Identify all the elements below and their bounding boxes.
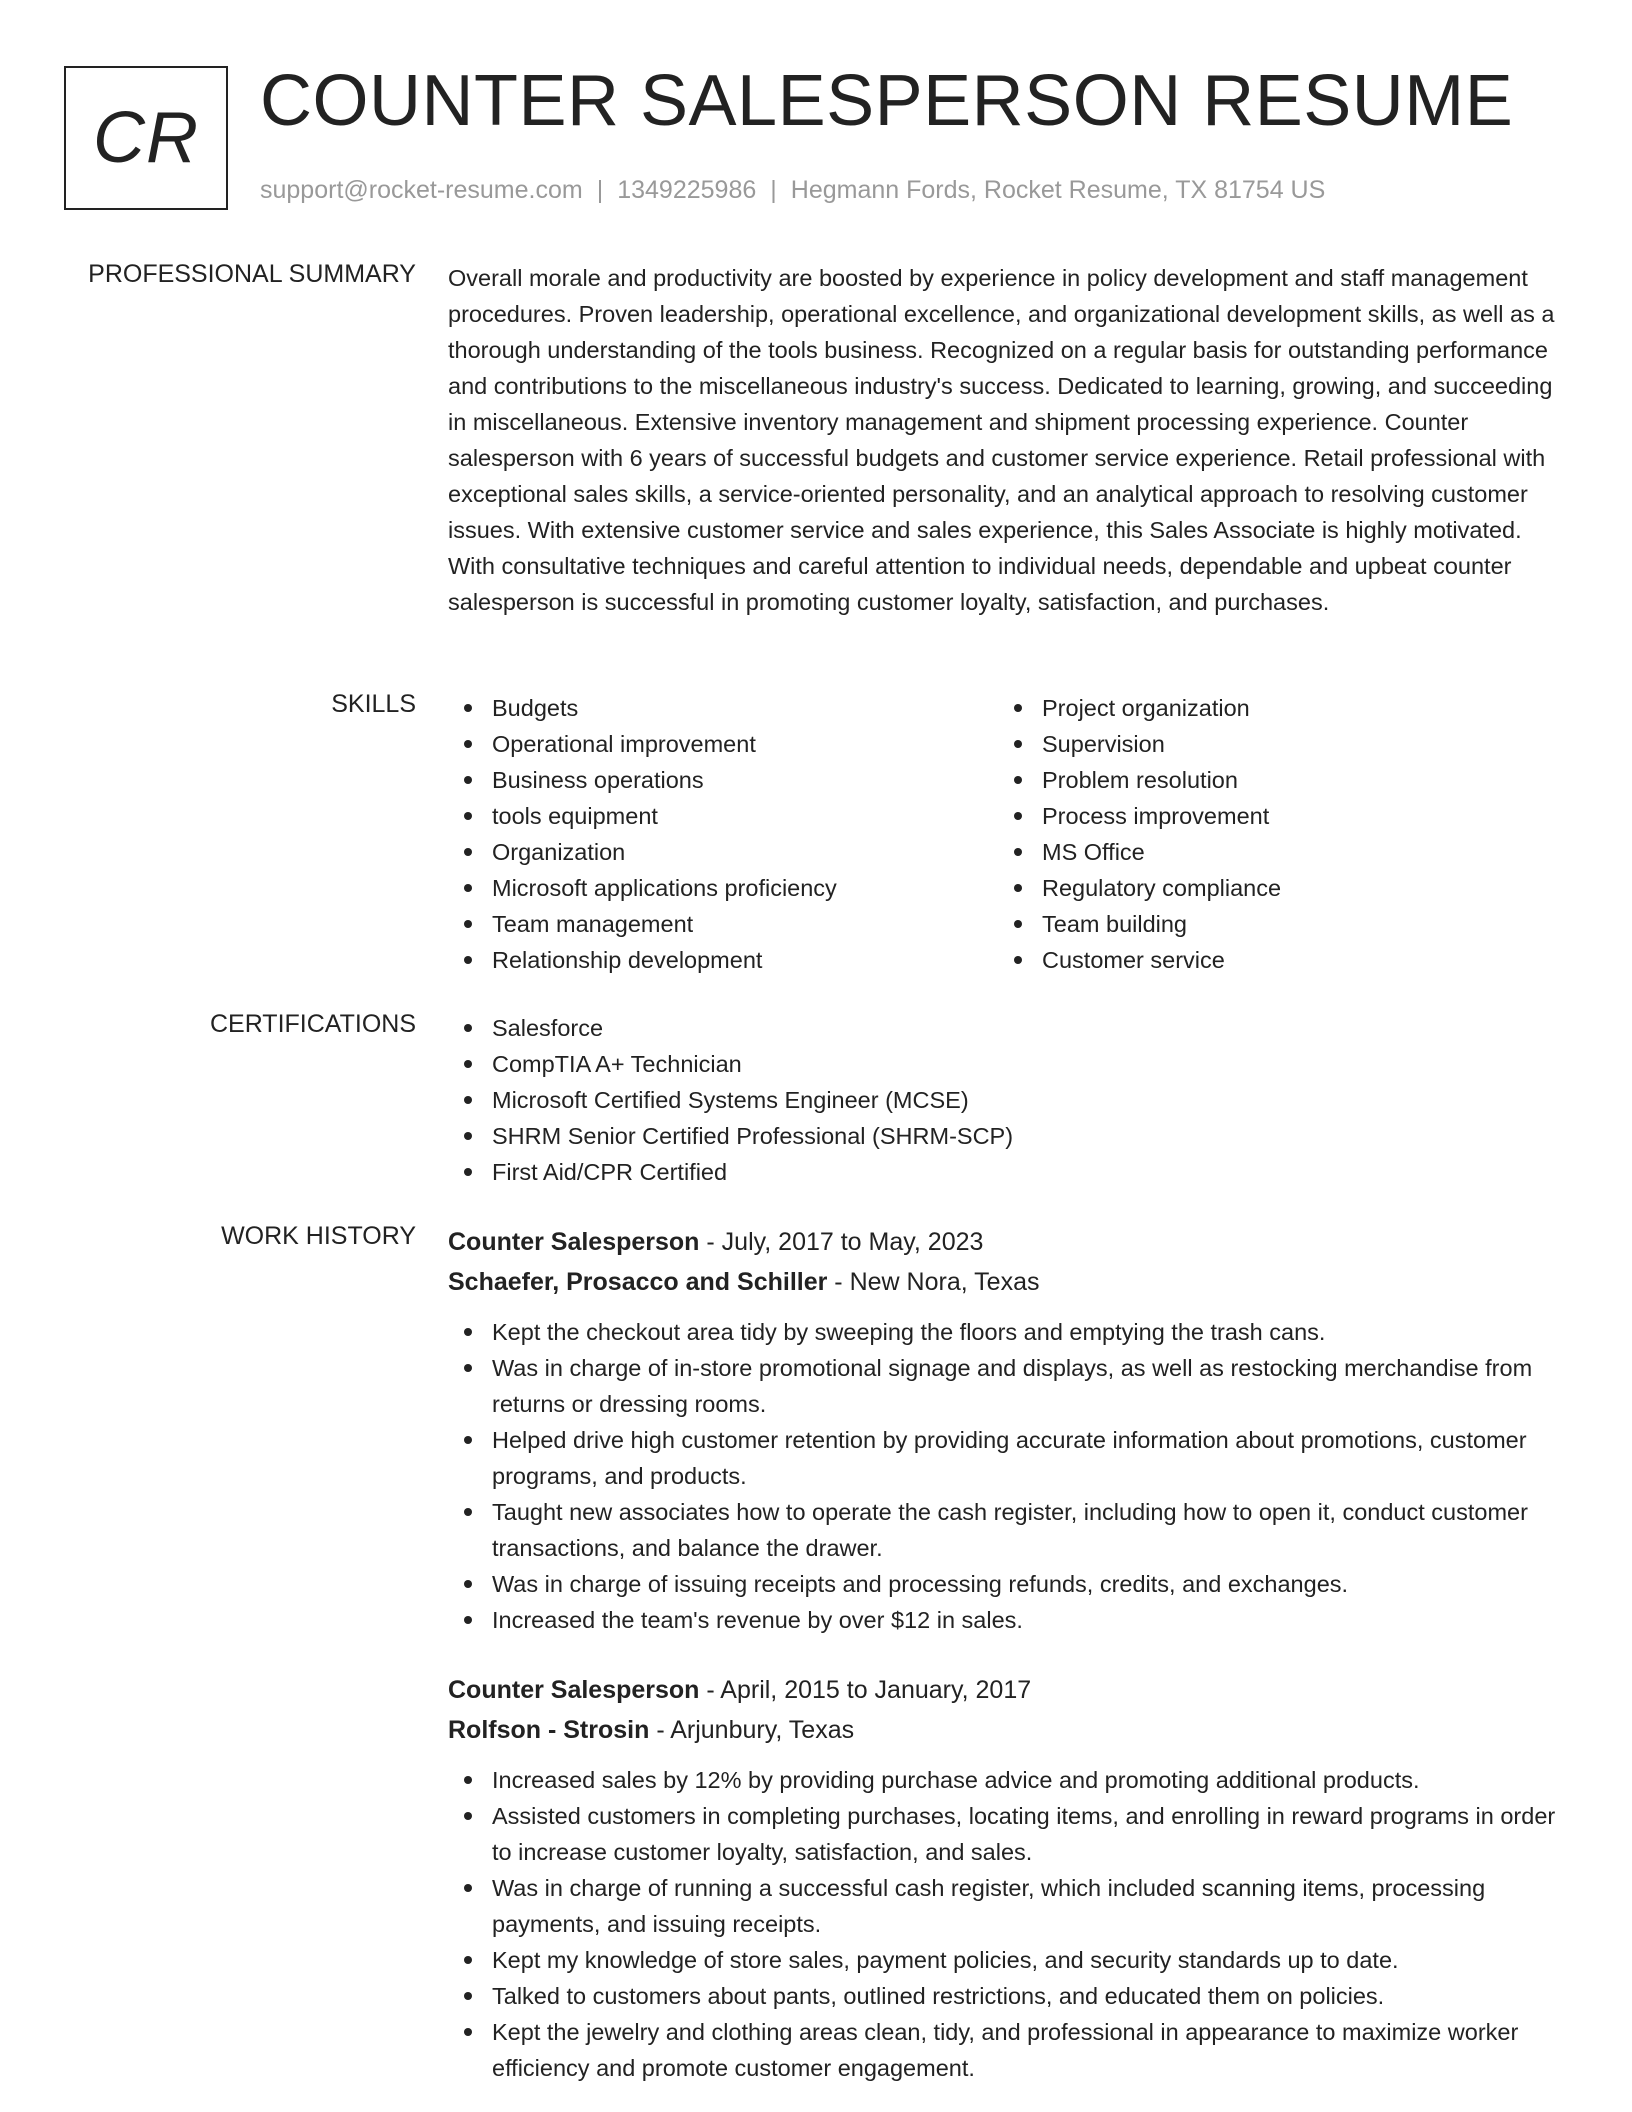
section-label-skills: SKILLS — [331, 690, 416, 718]
certification-item: Microsoft Certified Systems Engineer (MCSE) — [448, 1082, 1568, 1118]
skills-list-left — [448, 690, 998, 978]
job-bullet-item: Was in charge of running a successful cash register, which included scanning items, processing payments, and issuing receipts. — [448, 1870, 1568, 1942]
job-company: Rolfson - Strosin — [448, 1716, 650, 1744]
skill-item: Operational improvement — [448, 726, 998, 762]
job-bullet-item: Was in charge of issuing receipts and processing refunds, credits, and exchanges. — [448, 1566, 1568, 1602]
skill-item: Microsoft applications proficiency — [448, 870, 998, 906]
job-entry — [448, 1670, 1568, 2086]
job-bullet-item: Increased the team's revenue by over $12 in sales. — [448, 1602, 1568, 1638]
section-label-work-history: WORK HISTORY — [221, 1222, 416, 1250]
job-entry — [448, 1222, 1568, 1638]
certification-item: SHRM Senior Certified Professional (SHRM-SCP) — [448, 1118, 1568, 1154]
monogram: CR — [64, 66, 228, 210]
work-history-body — [448, 1222, 1568, 2086]
job-location: - New Nora, Texas — [827, 1268, 1040, 1296]
job-dates: - April, 2015 to January, 2017 — [699, 1676, 1032, 1704]
contact-separator: | — [770, 176, 777, 204]
job-dates: - July, 2017 to May, 2023 — [699, 1228, 984, 1256]
job-bullets — [448, 1762, 1568, 2086]
skill-item: Regulatory compliance — [998, 870, 1548, 906]
certification-item: Salesforce — [448, 1010, 1568, 1046]
resume-title: COUNTER SALESPERSON RESUME — [260, 61, 1514, 141]
skill-item: Team building — [998, 906, 1548, 942]
skills-columns — [448, 690, 1568, 978]
skill-item: Team management — [448, 906, 998, 942]
skill-item: Relationship development — [448, 942, 998, 978]
certifications-list — [448, 1010, 1568, 1190]
contact-email[interactable]: support@rocket-resume.com — [260, 176, 583, 204]
skill-item: Organization — [448, 834, 998, 870]
job-location: - Arjunbury, Texas — [649, 1716, 855, 1744]
skill-item: Problem resolution — [998, 762, 1548, 798]
section-label-summary: PROFESSIONAL SUMMARY — [88, 260, 416, 288]
certification-item: CompTIA A+ Technician — [448, 1046, 1568, 1082]
skill-item: Process improvement — [998, 798, 1548, 834]
job-bullets — [448, 1314, 1568, 1638]
resume-header — [64, 61, 1564, 210]
skill-item: MS Office — [998, 834, 1548, 870]
job-bullet-item: Was in charge of in-store promotional signage and displays, as well as restocking merchandise from returns or dressing rooms. — [448, 1350, 1568, 1422]
job-bullet-item: Helped drive high customer retention by providing accurate information about promotions, customer programs, and products. — [448, 1422, 1568, 1494]
skills-list-right — [998, 690, 1548, 978]
job-bullet-item: Increased sales by 12% by providing purchase advice and promoting additional products. — [448, 1762, 1568, 1798]
contact-phone[interactable]: 1349225986 — [617, 176, 757, 204]
skill-item: Project organization — [998, 690, 1548, 726]
job-title: Counter Salesperson — [448, 1676, 700, 1704]
contact-line — [260, 176, 1325, 205]
job-company-line — [448, 1710, 1568, 1750]
job-title-line — [448, 1222, 1568, 1262]
skill-item: Budgets — [448, 690, 998, 726]
job-bullet-item: Assisted customers in completing purchases, locating items, and enrolling in reward programs in order to increase customer loyalty, satisfaction, and sales. — [448, 1798, 1568, 1870]
skill-item: Supervision — [998, 726, 1548, 762]
job-company: Schaefer, Prosacco and Schiller — [448, 1268, 828, 1296]
section-label-certifications: CERTIFICATIONS — [209, 1010, 416, 1038]
certification-item: First Aid/CPR Certified — [448, 1154, 1568, 1190]
job-title-line — [448, 1670, 1568, 1710]
contact-address: Hegmann Fords, Rocket Resume, TX 81754 US — [790, 176, 1326, 204]
job-bullet-item: Kept the checkout area tidy by sweeping the floors and emptying the trash cans. — [448, 1314, 1568, 1350]
summary-text: Overall morale and productivity are boosted by experience in policy development and staff management procedures. Proven leadership, operational excellence, and organizational development skills, as well as a thorough understanding of the tools business. Recognized on a regular basis for outstanding performance and contributions to the miscellaneous industry's success. Dedicated to learning, growing, and succeeding in miscellaneous. Extensive inventory management and shipment processing experience. Counter salesperson with 6 years of successful budgets and customer service experience. Retail professional with exceptional sales skills, a service-oriented personality, and an analytical approach to resolving customer issues. With extensive customer service and sales experience, this Sales Associate is highly motivated. With consultative techniques and careful attention to individual needs, dependable and upbeat counter salesperson is successful in promoting customer loyalty, satisfaction, and purchases. — [448, 265, 1555, 615]
contact-separator: | — [596, 176, 604, 204]
certifications-body — [448, 1010, 1568, 1190]
skill-item: tools equipment — [448, 798, 998, 834]
job-bullet-item: Taught new associates how to operate the cash register, including how to open it, conduct customer transactions, and balance the drawer. — [448, 1494, 1568, 1566]
skill-item: Business operations — [448, 762, 998, 798]
job-company-line — [448, 1262, 1568, 1302]
job-title: Counter Salesperson — [448, 1228, 700, 1256]
skill-item: Customer service — [998, 942, 1548, 978]
job-bullet-item: Kept my knowledge of store sales, payment policies, and security standards up to date. — [448, 1942, 1568, 1978]
job-bullet-item: Kept the jewelry and clothing areas clean, tidy, and professional in appearance to maximize worker efficiency and promote customer engagement. — [448, 2014, 1568, 2086]
job-bullet-item: Talked to customers about pants, outlined restrictions, and educated them on policies. — [448, 1978, 1568, 2014]
